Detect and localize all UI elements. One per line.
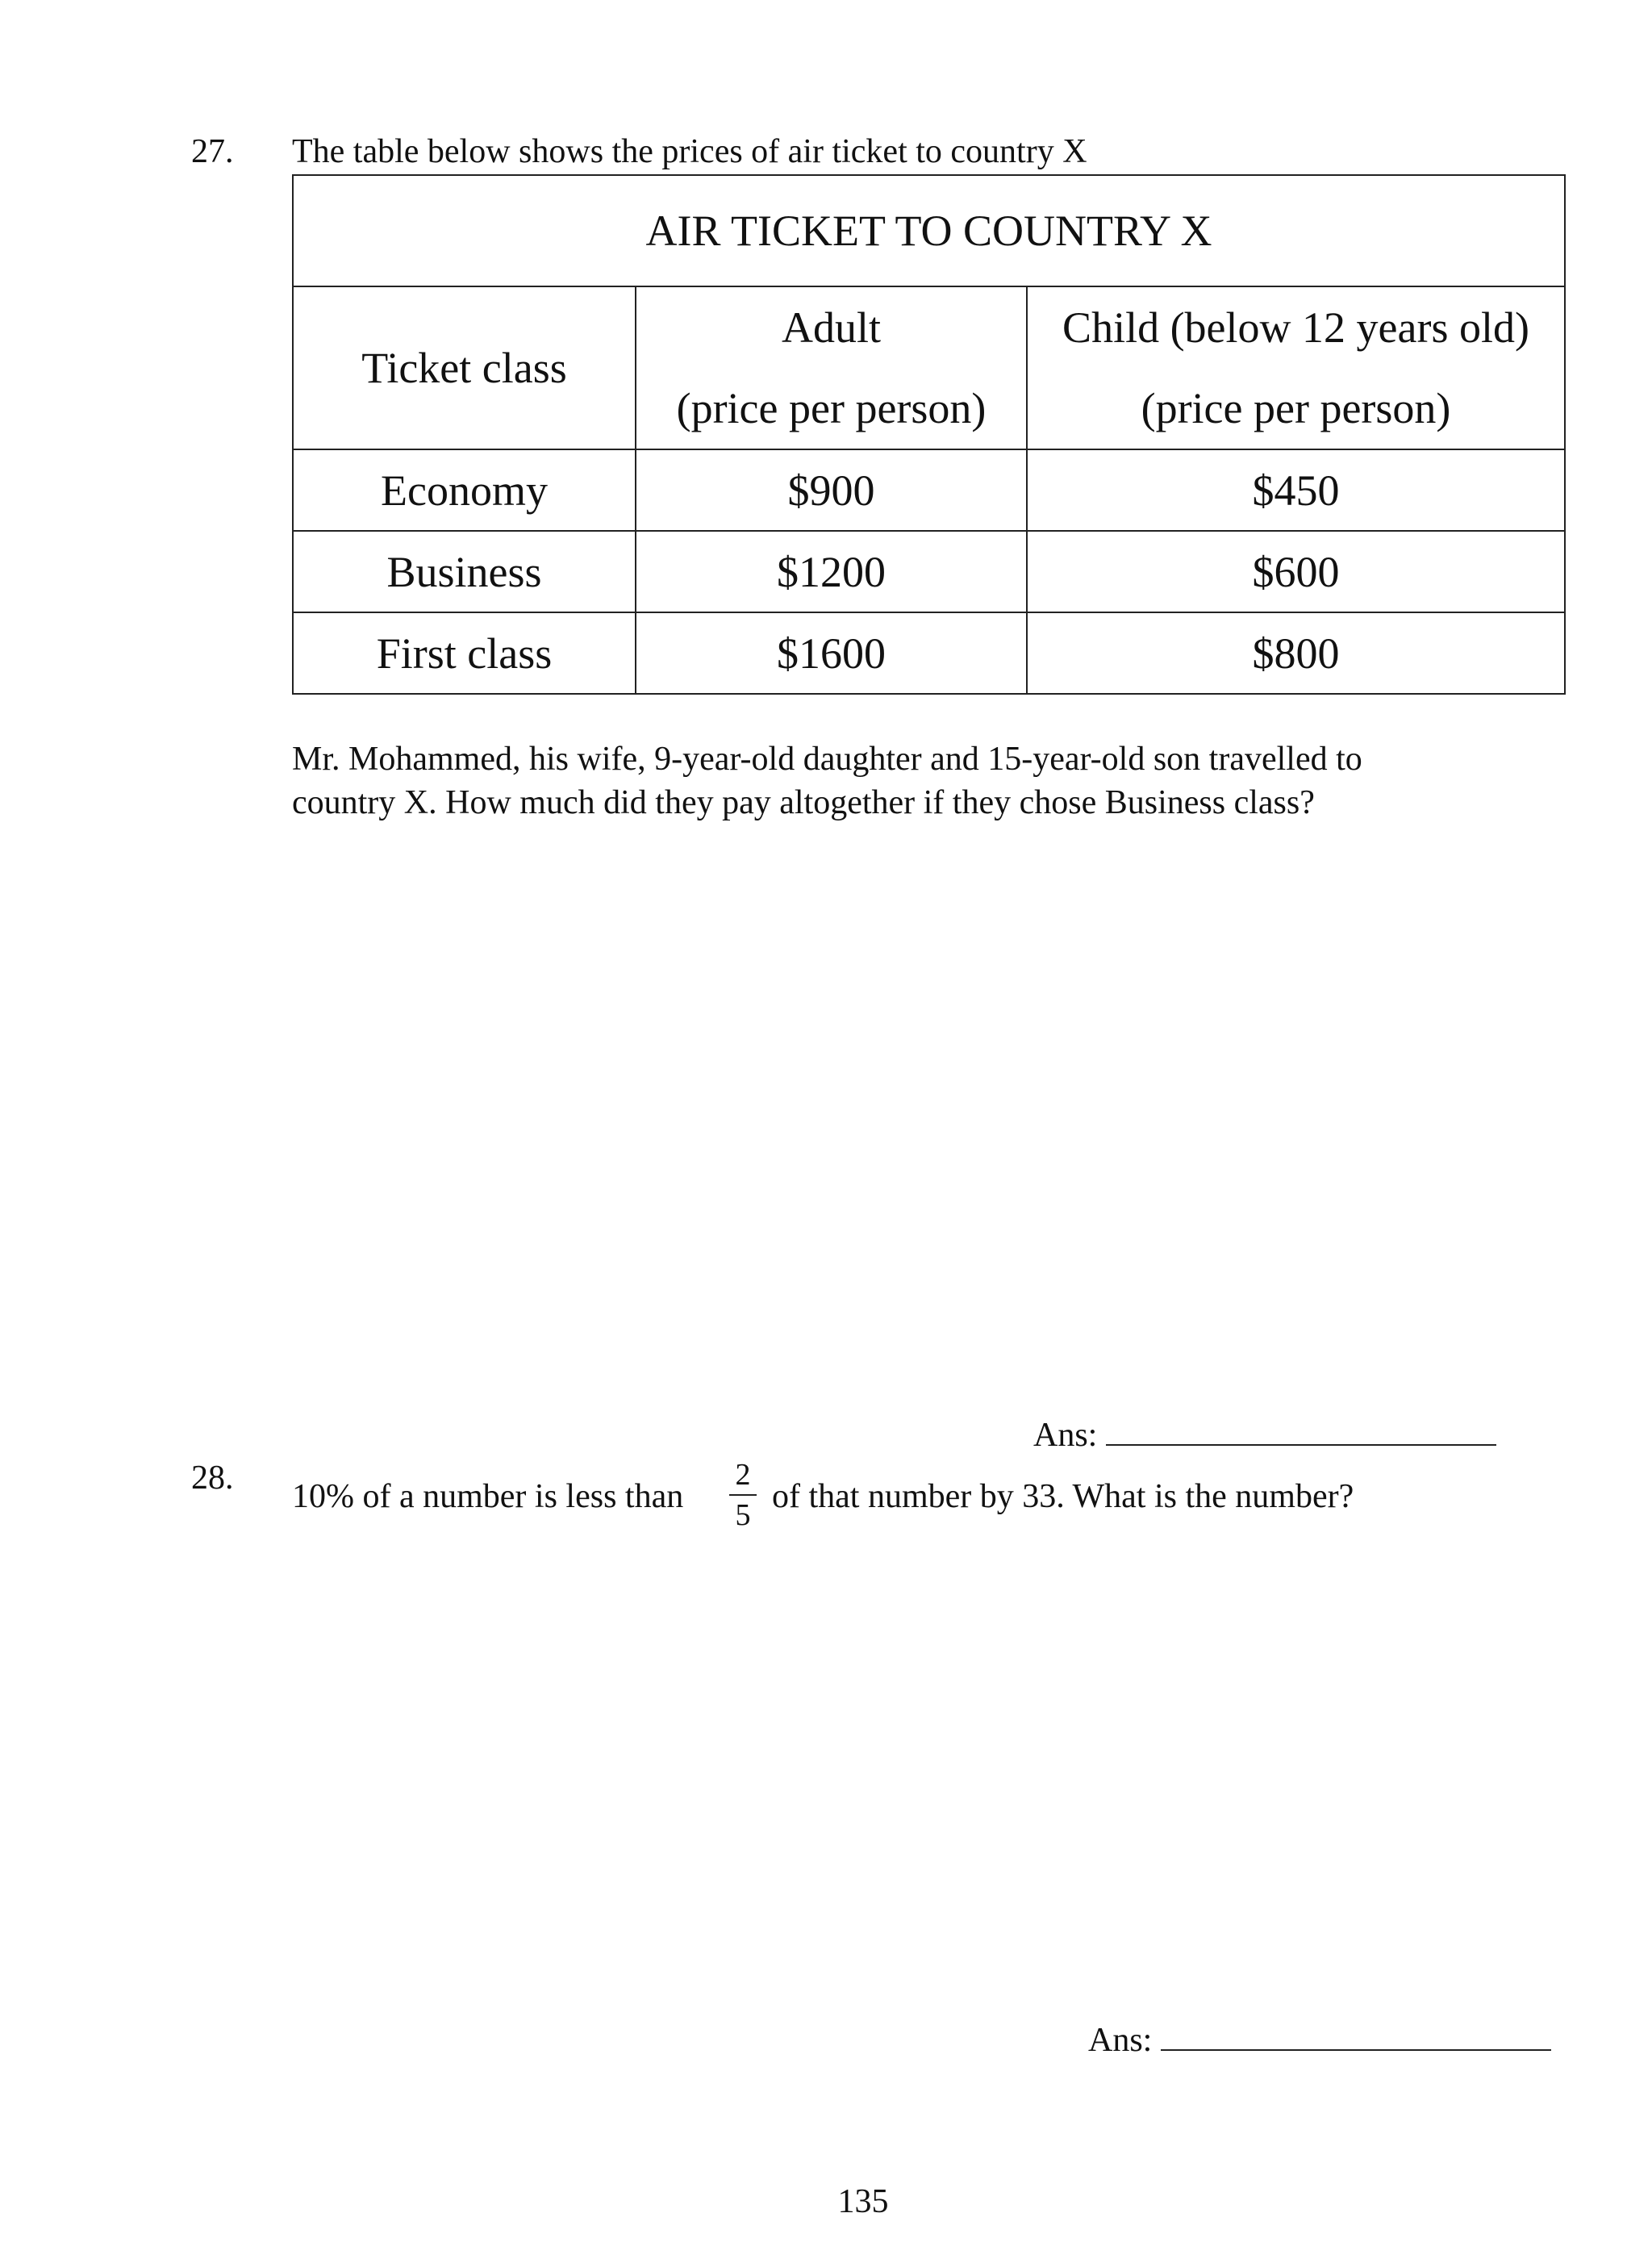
fraction-numerator: 2 xyxy=(735,1458,751,1492)
question-27-line-2: country X. How much did they pay altogether if they chose Business class? xyxy=(292,784,1315,821)
question-28-text-before: 10% of a number is less than xyxy=(292,1478,684,1515)
table-row xyxy=(293,531,1565,612)
fraction-bar xyxy=(729,1494,757,1496)
question-27-answer xyxy=(1033,1413,1496,1455)
page-number: 135 xyxy=(837,2183,889,2220)
row-adult-price: $1600 xyxy=(636,612,1027,694)
header-adult-subtitle: (price per person) xyxy=(676,384,987,432)
row-adult-price: $900 xyxy=(636,449,1027,531)
question-28-number: 28. xyxy=(191,1459,234,1497)
row-child-price: $600 xyxy=(1027,531,1565,612)
row-child-price: $450 xyxy=(1027,449,1565,531)
air-ticket-table xyxy=(292,174,1566,695)
question-28-answer xyxy=(1088,2019,1551,2060)
question-27-text xyxy=(292,737,1652,825)
answer-label: Ans: xyxy=(1088,2022,1153,2059)
row-adult-price: $1200 xyxy=(636,531,1027,612)
table-row xyxy=(293,449,1565,531)
answer-blank[interactable] xyxy=(1106,1413,1496,1446)
question-27-intro: The table below shows the prices of air ticket to country X xyxy=(292,133,1087,170)
row-class: Business xyxy=(293,531,636,612)
answer-label: Ans: xyxy=(1033,1417,1098,1454)
row-child-price: $800 xyxy=(1027,612,1565,694)
question-28-text-after: of that number by 33. What is the number? xyxy=(772,1478,1354,1515)
table-title: AIR TICKET TO COUNTRY X xyxy=(293,175,1565,286)
header-child-subtitle: (price per person) xyxy=(1141,384,1451,432)
header-child-title: Child (below 12 years old) xyxy=(1062,303,1529,352)
answer-blank[interactable] xyxy=(1161,2019,1551,2051)
row-class: Economy xyxy=(293,449,636,531)
table-row xyxy=(293,612,1565,694)
header-child xyxy=(1027,286,1565,449)
header-adult xyxy=(636,286,1027,449)
row-class: First class xyxy=(293,612,636,694)
fraction-denominator: 5 xyxy=(735,1498,751,1532)
header-adult-title: Adult xyxy=(781,303,881,352)
question-27-line-1: Mr. Mohammed, his wife, 9-year-old daughter and 15-year-old son travelled to xyxy=(292,741,1362,778)
fraction-two-fifths xyxy=(729,1459,757,1531)
header-ticket-class: Ticket class xyxy=(293,286,636,449)
question-27-number: 27. xyxy=(191,133,234,170)
